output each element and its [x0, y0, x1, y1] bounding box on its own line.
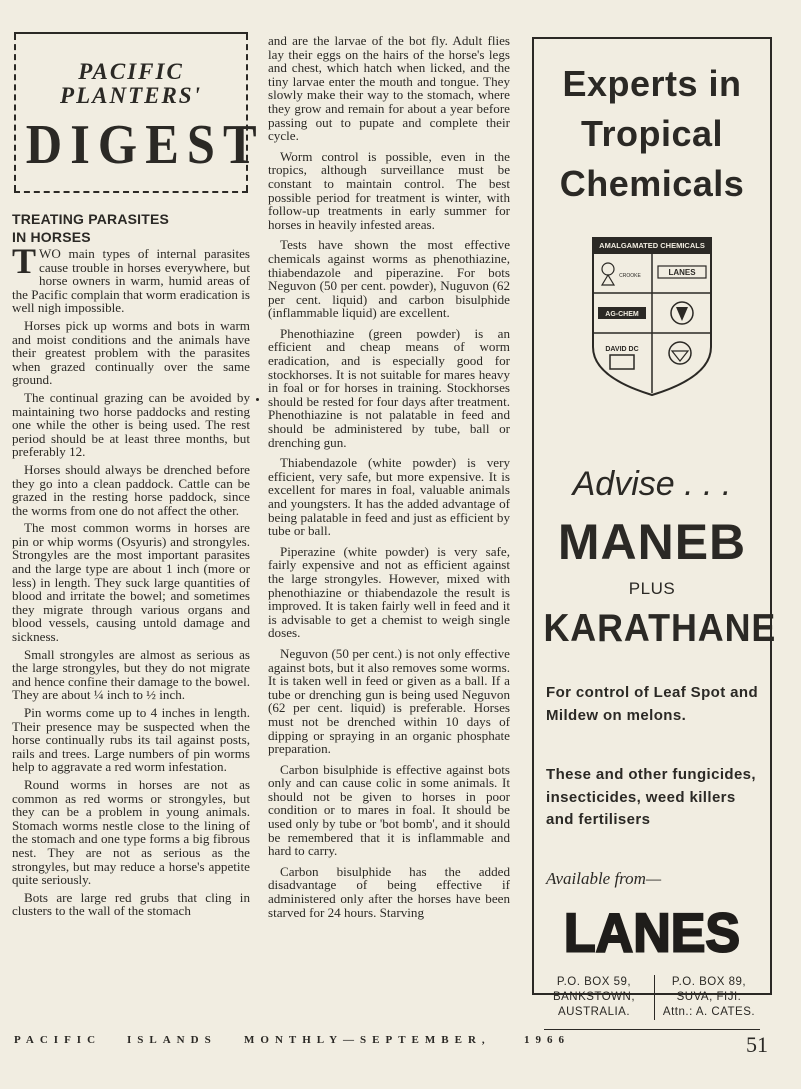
article-paragraph: Tests have shown the most effective chemicals against worms as phenothiazine, thiabendazole and piperazine. For bots Neguvon (50 per cent. powder), Nuguvon (62 per cent. liquid) and carbon bisulphide (inflammable liquid) are excellent.: [268, 237, 510, 321]
article-paragraph: Bots are large red grubs that cling in clusters to the wall of the stomach: [12, 889, 250, 919]
shield-cell-label: DAVID DC: [605, 346, 639, 353]
footer-islands: ISLANDS: [127, 1034, 217, 1046]
article-paragraph: Horses should always be drenched before they go into a clean paddock. Cattle can be grazed in the resting horse paddock, since the worms from one do not affect the other.: [12, 461, 250, 518]
article-column-2: [268, 34, 510, 926]
shield-title: AMALGAMATED CHEMICALS: [599, 241, 705, 250]
article-heading-line-1: TREATING PARASITES: [12, 211, 170, 227]
masthead-line-pacific: PACIFIC: [78, 59, 184, 84]
amalgamated-chemicals-shield-icon: [592, 237, 712, 397]
article-paragraph: and are the larvae of the bot fly. Adult flies lay their eggs on the hairs of the horse's legs and chest, which hatch when licked, and the tiny larvae enter the mouth and tongue. They slowly make their way to the stomach, where they grow and remain for about a year before passing out to pupate and complete their cycle.: [268, 33, 510, 144]
ad-others-text: These and other fungicides, insecticides, weed killers and fertilisers: [546, 766, 756, 828]
article-heading-line-2: IN HORSES: [12, 229, 91, 245]
footer-year: 1966: [524, 1034, 570, 1046]
address-line: BANKSTOWN,: [552, 991, 636, 1003]
article-paragraph: Carbon bisulphide is effective against bots only and can cause colic in some animals. It should not be given to horses in poor condition or to mares in foal. It should be used only by tube or 'bot bomb', and it should be remembered that it is inflammable and hard to carry.: [268, 761, 510, 859]
ad-headline-line: Chemicals: [559, 163, 745, 204]
footer-pacific: PACIFIC: [14, 1034, 102, 1046]
article-paragraph: Pin worms come up to 4 inches in length. Their presence may be suspected when the horse continually rubs its tail against posts, rails and trees. Large numbers of pin worms help to aggravate a red worm infestation.: [12, 705, 250, 775]
article-paragraph: Horses pick up worms and bots in warm and moist conditions and the animals have their greatest problem with the parasites when grazed continually over the same ground.: [12, 317, 250, 388]
address-australia: [540, 975, 648, 1020]
lanes-logo-text: LANES: [563, 903, 741, 964]
chemicals-advertisement: [532, 37, 777, 1018]
address-line: Attn.: A. CATES.: [662, 1006, 756, 1018]
scan-mark: [256, 398, 259, 401]
page-number: 51: [746, 1032, 768, 1057]
article-paragraph: Worm control is possible, even in the tropics, although surveillance must be constant to maintain control. The best possible period for treatment is winter, with follow-up treatments in early summer for horses in heavily infested areas.: [268, 148, 510, 232]
ad-headline-line: Tropical: [580, 113, 724, 154]
article-paragraph: Piperazine (white powder) is very safe, fairly expensive and not as efficient against the large strongyles. However, mixed with phenothiazine or thiabendazole the result is improved. It is taken fairly well in feed and it is advisable to get a chemist to weigh single doses.: [268, 543, 510, 641]
shield-cell-label: CROOKE: [619, 273, 641, 279]
ad-available-from: Available from—: [546, 869, 662, 888]
article-paragraph: The most common worms in horses are pin or whip worms (Osyuris) and strongyles. Strongyles are the most important parasites and the large type are about 1 inch (more or less) in length. They suck large quantities of blood and irritate the bowel; and sometimes they migrate through various organs and blood vessels, causing untold damage and sickness.: [12, 520, 250, 645]
address-fiji: [654, 975, 763, 1020]
article-column-1: [12, 211, 250, 922]
article-paragraph: Carbon bisulphide has the added disadvantage of being effective if administered only after the horses have been starved for 24 hours. Starving: [268, 863, 510, 920]
ad-headline: [534, 59, 770, 209]
masthead-digest: DIGEST: [25, 114, 265, 176]
address-line: SUVA, FIJI.: [676, 991, 742, 1003]
ad-control-text: For control of Leaf Spot and Mildew on melons.: [546, 684, 759, 724]
drop-cap: T: [12, 241, 37, 281]
address-line: P.O. BOX 89,: [671, 976, 747, 988]
article-paragraph: Neguvon (50 per cent.) is not only effective against bots, but it also removes some worms. It is taken well in feed or given as a ball. If a tube or drenching gun is being used Neguvon (62 per cent. liquid) is preferable. Horses must not be drenched within 10 days of dipping or spraying in an organic phosphate preparation.: [268, 645, 510, 757]
address-line: AUSTRALIA.: [557, 1006, 631, 1018]
address-divider: [544, 1029, 760, 1030]
shield-cell-label: AG-CHEM: [605, 311, 639, 318]
ad-product-maneb: MANEB: [557, 514, 747, 570]
footer-monthly-september: MONTHLY—SEPTEMBER,: [244, 1034, 491, 1046]
shield-cell-label: LANES: [668, 268, 696, 277]
address-line: P.O. BOX 59,: [556, 976, 632, 988]
section-masthead: [14, 32, 265, 193]
ad-headline-line: Experts in: [562, 63, 742, 104]
masthead-line-planters: PLANTERS': [60, 83, 202, 108]
article-paragraph: The continual grazing can be avoided by maintaining two horse paddocks and resting one while the other is being used. The rest period should be at least three months, but preferably 12.: [12, 389, 250, 460]
article-paragraph: Small strongyles are almost as serious as the large strongyles, but they do not migrate and hence confine their damage to the bowel. They are about ¼ inch to ½ inch.: [12, 646, 250, 703]
article-paragraph: Round worms in horses are not as common as red worms or strongyles, but they can be a problem in young animals. Stomach worms nestle close to the lining of the stomach and one type forms a big fibrous nest. They are not as serious as the strongyles, but may reduce a horse's appetite quite seriously.: [12, 776, 250, 888]
ad-product-karathane: KARATHANE: [543, 607, 777, 650]
lanes-logo-icon: [563, 903, 741, 964]
ad-advise-text: Advise . . .: [572, 465, 732, 503]
ad-plus-text: PLUS: [628, 579, 676, 598]
article-paragraph: TWO main types of internal parasites cause trouble in horses everywhere, but horse owners in warm, humid areas of the Pacific complain that worm eradication is well nigh impossible.: [12, 241, 250, 316]
article-paragraph: Thiabendazole (white powder) is very efficient, very safe, but more expensive. It is excellent for mares in foal, valuable animals and youngsters. It has the added advantage of being palatable in feed and just as efficient by tube or ball.: [268, 455, 510, 539]
article-paragraph: Phenothiazine (green powder) is an efficient and cheap means of worm eradication, and is especially good for stockhorses. It is not suitable for mares heavy in foal or for horses in training. Stockhorses should be rested for four days after treatment. Phenothiazine is not palatable in feed and should be administered by tube, ball or drenching gun.: [268, 325, 510, 450]
